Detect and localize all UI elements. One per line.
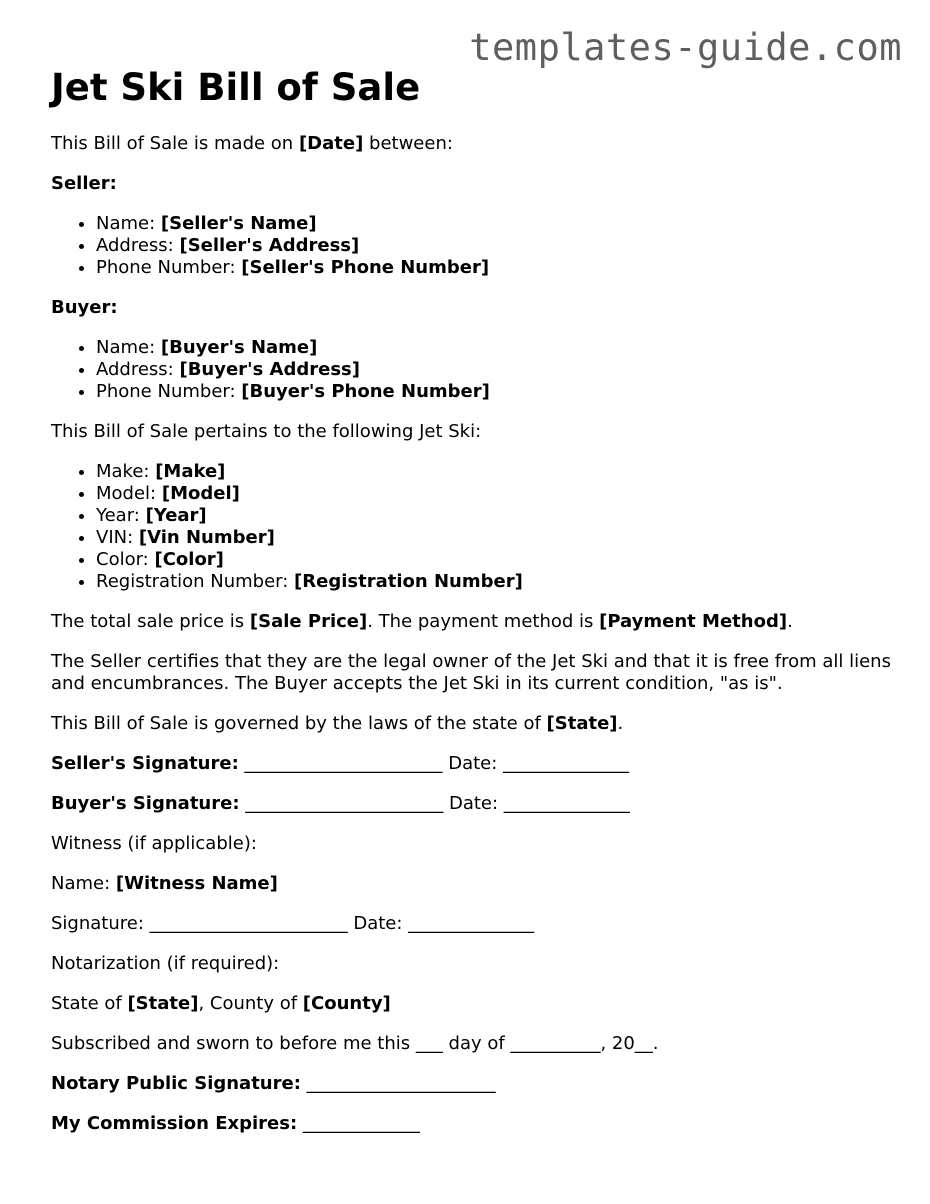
witness-name-placeholder: [Witness Name] (115, 873, 278, 894)
notary-signature-label: Notary Public Signature: (51, 1073, 301, 1094)
notary-state-placeholder: [State] (127, 993, 199, 1014)
list-item (96, 257, 901, 279)
intro-suffix: between: (363, 133, 453, 154)
list-item (96, 359, 901, 381)
item-label: Registration Number: (96, 571, 295, 592)
document-body (51, 133, 901, 1153)
buyer-list (51, 337, 901, 403)
price-text-2: . The payment method is (367, 611, 600, 632)
document-title: Jet Ski Bill of Sale (51, 66, 421, 109)
list-item (96, 483, 901, 505)
item-label: Address: (96, 235, 180, 256)
list-item (96, 235, 901, 257)
item-value: [Model] (161, 483, 240, 504)
item-value: [Year] (145, 505, 207, 526)
witness-name-line (51, 873, 901, 895)
item-label: Year: (96, 505, 146, 526)
notarization-heading: Notarization (if required): (51, 953, 280, 974)
watermark-text: templates-guide.com (469, 26, 902, 69)
intro-prefix: This Bill of Sale is made on (51, 133, 299, 154)
item-label: Address: (96, 359, 180, 380)
seller-heading-text: Seller: (51, 173, 117, 194)
governing-paragraph (51, 713, 901, 735)
item-label: Model: (96, 483, 162, 504)
buyer-heading (51, 297, 901, 319)
item-value: [Registration Number] (294, 571, 523, 592)
item-label: Make: (96, 461, 156, 482)
seller-signature-line (51, 753, 901, 775)
commission-expires-label: My Commission Expires: (51, 1113, 298, 1134)
sale-price-placeholder: [Sale Price] (249, 611, 368, 632)
item-label: Color: (96, 549, 155, 570)
payment-method-placeholder: [Payment Method] (599, 611, 788, 632)
item-value: [Color] (154, 549, 224, 570)
governing-state-placeholder: [State] (546, 713, 618, 734)
list-item (96, 505, 901, 527)
notary-signature-line (51, 1073, 901, 1095)
seller-heading (51, 173, 901, 195)
list-item (96, 527, 901, 549)
intro-paragraph (51, 133, 901, 155)
buyer-signature-line (51, 793, 901, 815)
item-label: Name: (96, 213, 161, 234)
buyer-heading-text: Buyer: (51, 297, 118, 318)
item-label: Phone Number: (96, 381, 242, 402)
seller-list (51, 213, 901, 279)
notary-county-prefix: , County of (198, 993, 303, 1014)
price-text-3: . (787, 611, 793, 632)
seller-signature-label: Seller's Signature: (51, 753, 239, 774)
buyer-signature-blank: ______________________ Date: ______________ (239, 793, 630, 814)
item-label: VIN: (96, 527, 139, 548)
witness-signature-line: Signature: ______________________ Date: ______________ (51, 913, 535, 934)
list-item (96, 337, 901, 359)
item-label: Name: (96, 337, 161, 358)
intro-date-placeholder: [Date] (298, 133, 364, 154)
list-item (96, 571, 901, 593)
witness-name-label: Name: (51, 873, 116, 894)
item-value: [Make] (155, 461, 226, 482)
price-paragraph (51, 611, 901, 633)
item-value: [Buyer's Name] (160, 337, 318, 358)
notary-state-prefix: State of (51, 993, 128, 1014)
item-value: [Seller's Name] (160, 213, 317, 234)
notary-county-placeholder: [County] (302, 993, 391, 1014)
list-item (96, 381, 901, 403)
list-item (96, 213, 901, 235)
item-value: [Seller's Address] (179, 235, 360, 256)
item-value: [Seller's Phone Number] (241, 257, 490, 278)
list-item (96, 461, 901, 483)
commission-expires-line (51, 1113, 901, 1135)
price-text-1: The total sale price is (51, 611, 250, 632)
notary-signature-blank: _____________________ (300, 1073, 496, 1094)
item-value: [Buyer's Address] (179, 359, 360, 380)
governing-prefix: This Bill of Sale is governed by the laws of the state of (51, 713, 547, 734)
notary-state-county-line (51, 993, 901, 1015)
buyer-signature-label: Buyer's Signature: (51, 793, 240, 814)
sworn-line: Subscribed and sworn to before me this ___ day of __________, 20__. (51, 1033, 659, 1054)
list-item (96, 549, 901, 571)
jetski-intro: This Bill of Sale pertains to the following Jet Ski: (51, 421, 482, 442)
item-value: [Vin Number] (138, 527, 275, 548)
certify-paragraph: The Seller certifies that they are the legal owner of the Jet Ski and that it is free from all liens and encumbrances. The Buyer accepts the Jet Ski in its current condition, "as is". (51, 651, 891, 694)
commission-expires-blank: _____________ (297, 1113, 420, 1134)
seller-signature-blank: ______________________ Date: ______________ (238, 753, 630, 774)
item-label: Phone Number: (96, 257, 242, 278)
item-value: [Buyer's Phone Number] (241, 381, 490, 402)
governing-suffix: . (617, 713, 624, 734)
witness-heading: Witness (if applicable): (51, 833, 257, 854)
jetski-list (51, 461, 901, 593)
